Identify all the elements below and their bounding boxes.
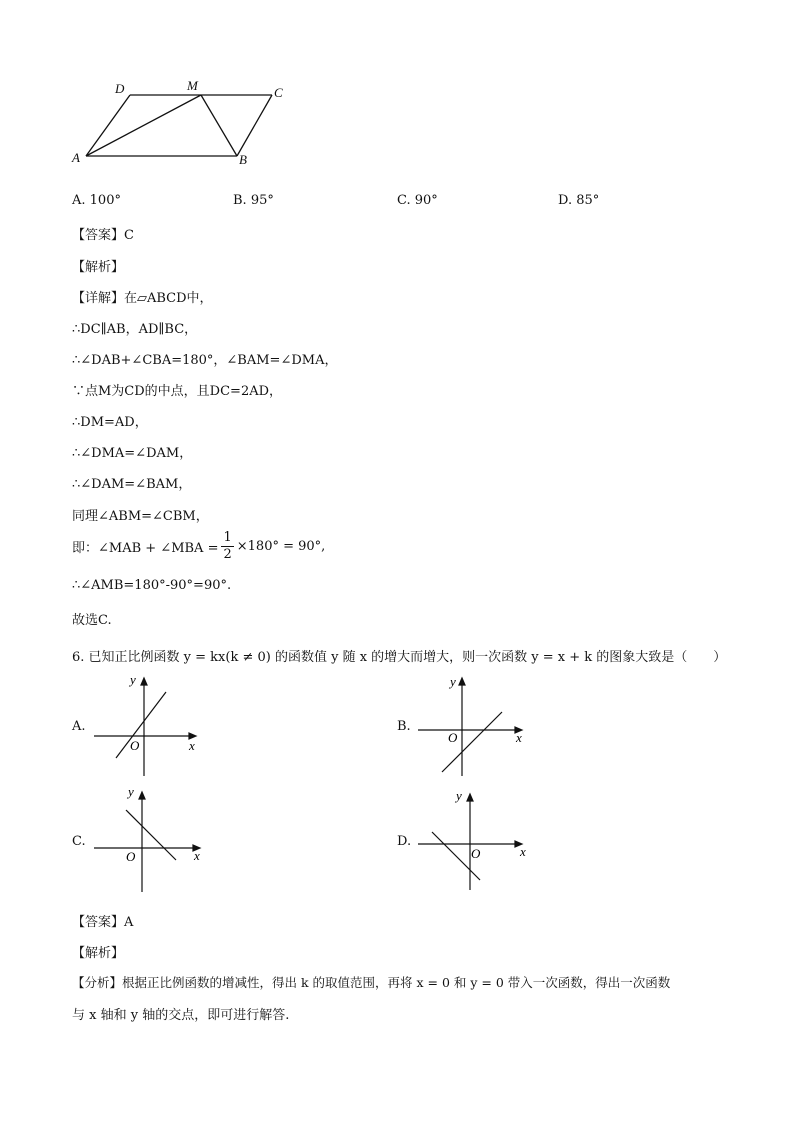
parallelogram-figure xyxy=(60,70,300,170)
fraction-denominator: 2 xyxy=(223,547,232,562)
q5-line-9-rest: ×180° = 90°, xyxy=(236,539,326,554)
q5-line-10: ∴∠AMB=180°-90°=90°. xyxy=(72,578,232,593)
q5-line-1: 【详解】在▱ABCD中， xyxy=(72,291,213,306)
q5-line-5: ∴DM=AD， xyxy=(72,415,148,430)
edge-bc xyxy=(237,95,272,156)
edge-ad xyxy=(86,95,130,156)
q6-stem: 6. 已知正比例函数 y = kx(k ≠ 0) 的函数值 y 随 x 的增大而增大，则一次函数 y = x + k 的图象大致是（ ） xyxy=(72,650,727,665)
q6-analysis-tag: 【解析】 xyxy=(72,946,125,961)
graph-d-y-label: y xyxy=(456,788,462,803)
answer-tag: 【答案】 xyxy=(72,228,125,243)
q6-graph-a xyxy=(90,670,210,780)
q5-line-6: ∴∠DMA=∠DAM， xyxy=(72,446,193,461)
q5-answer xyxy=(72,224,134,243)
answer-value: A xyxy=(124,915,134,930)
graph-d-origin-label: O xyxy=(471,846,481,861)
q6-graph-d xyxy=(414,784,534,896)
label-a: A xyxy=(72,150,80,165)
q5-option-b: B. 95° xyxy=(233,193,274,208)
answer-value: C xyxy=(124,228,134,243)
graph-a-line xyxy=(116,692,166,758)
graph-a-y-label: y xyxy=(130,672,136,687)
label-m: M xyxy=(187,78,198,93)
q5-line-11: 故选C. xyxy=(72,613,112,628)
label-d: D xyxy=(115,81,125,96)
q5-option-c: C. 90° xyxy=(397,193,438,208)
q5-option-a: A. 100° xyxy=(72,193,121,208)
q6-analysis-line-1: 【分析】根据正比例函数的增减性，得出 k 的取值范围，再将 x = 0 和 y = 0 带入一次函数，得出一次函数 xyxy=(72,975,671,990)
graph-a-x-label: x xyxy=(189,738,195,753)
graph-c-x-label: x xyxy=(194,848,200,863)
q5-line-9-text: 即：∠MAB + ∠MBA = xyxy=(72,541,219,556)
q6-choice-d-letter: D. xyxy=(397,834,412,849)
graph-c-origin-label: O xyxy=(126,849,136,864)
label-b: B xyxy=(239,152,247,167)
graph-d-x-label: x xyxy=(520,844,526,859)
q5-line-2: ∴DC∥AB，AD∥BC， xyxy=(72,322,198,337)
graph-b-x-label: x xyxy=(516,730,522,745)
q6-analysis-line-2: 与 x 轴和 y 轴的交点，即可进行解答. xyxy=(72,1008,290,1023)
q6-choice-c-letter: C. xyxy=(72,834,86,849)
segment-bm xyxy=(201,95,237,156)
graph-c-y-label: y xyxy=(128,784,134,799)
graph-b-origin-label: O xyxy=(448,730,458,745)
q5-line-3: ∴∠DAB+∠CBA=180°，∠BAM=∠DMA， xyxy=(72,353,338,368)
q5-analysis-tag: 【解析】 xyxy=(72,260,125,275)
fraction-half xyxy=(221,530,233,563)
q5-line-8: 同理∠ABM=∠CBM， xyxy=(72,509,209,524)
q6-choice-b-letter: B. xyxy=(397,719,411,734)
q6-answer xyxy=(72,911,133,930)
q5-line-7: ∴∠DAM=∠BAM， xyxy=(72,477,192,492)
q6-choice-a-letter: A. xyxy=(72,719,86,734)
q5-option-d: D. 85° xyxy=(558,193,600,208)
fraction-numerator: 1 xyxy=(223,530,232,545)
q5-line-9 xyxy=(72,530,325,563)
q6-graph-c xyxy=(90,784,210,896)
segment-am xyxy=(86,95,201,156)
graph-a-origin-label: O xyxy=(130,738,140,753)
answer-tag: 【答案】 xyxy=(72,915,125,930)
graph-b-y-label: y xyxy=(450,674,456,689)
q6-graph-b xyxy=(414,670,534,780)
label-c: C xyxy=(274,85,283,100)
q5-line-4: ∵点M为CD的中点，且DC=2AD， xyxy=(72,384,283,399)
